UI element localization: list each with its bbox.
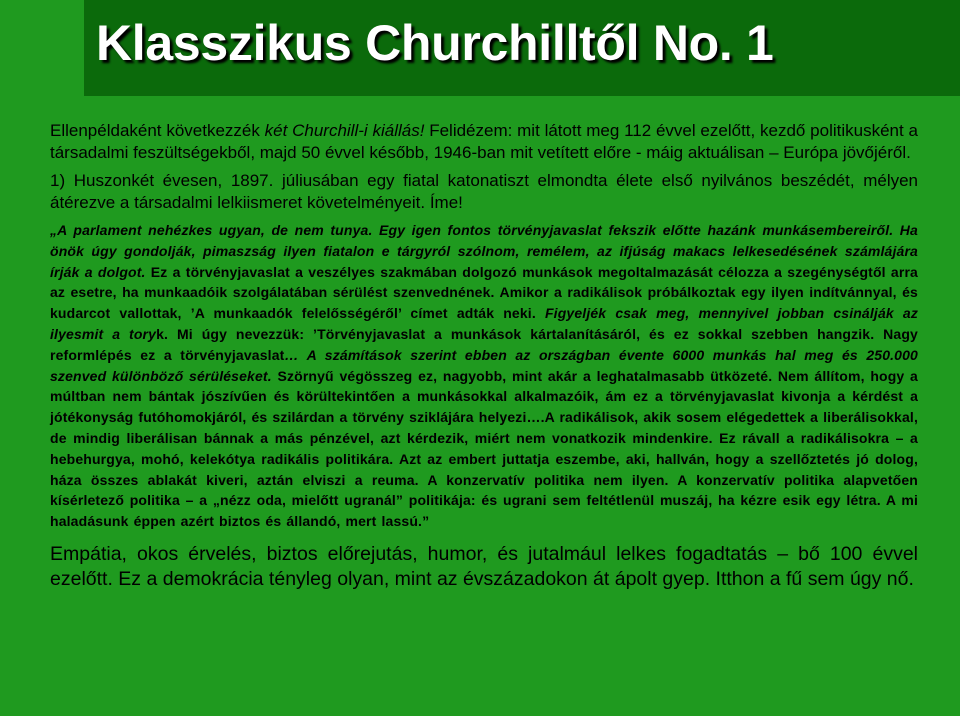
slide-body [50, 120, 918, 593]
intro-text-1: Ellenpéldaként következzék [50, 121, 265, 140]
speech-quote [50, 220, 918, 532]
quote-sentence-2: Ha önök úgy gondolják, pimaszság ilyen fiatalon e tárgyról szólnom, remélem, az ifjúság makacs lelkesedésének számlájára írják a dolgot. [50, 222, 918, 280]
closing-paragraph: Empátia, okos érvelés, biztos előrejutás, humor, és jutalmául lelkes fogadtatás – bő 100 évvel ezelőtt. Ez a demokrácia tényleg olyan, mint az évszázadokon át ápolt gyep. Itthon a fű sem úgy nő. [50, 542, 918, 591]
quote-sentence-7: Szörnyű végösszeg ez, nagyobb, mint akár a leghatalmasabb ütközeté. Nem állítom, hogy a múltban nem bántak jószívűen és körültekintően a munkásokkal alkalmazóik, ám ez a törvényjavaslat kivonja a kérdést a jótékonyság futóhomokjáról, és szilárdan a törvény sziklájára helyezi….A radikálisok, akik sosem elégedettek a liberálisokkal, de mindig liberálisan bánnak a más pénzével, azt kérdezik, miért nem vonatkozik mindenkire. Ez rávall a radikálisokra – a hebehurgya, mohó, kelekótya radikális politikára. Azt az embert juttatja eszembe, aki, hallván, hogy a szellőztetés jó dolog, háza összes ablakát kiveri, aztán elviszi a reuma. A konzervatív politika nem ilyen. A konzervatív politika alapvetően kísérletező politika – a „nézz oda, mielőtt ugranál” politikája: és ugrani sem feltétlenül muszáj, ha kézre esik egy létra. A mi haladásunk éppen azért biztos és állandó, mert lassú. [50, 367, 918, 530]
intro-text-italic: két Churchill-i kiállás! [264, 121, 425, 140]
intro-paragraph [50, 120, 918, 164]
slide-title: Klasszikus Churchilltől No. 1 [96, 15, 774, 71]
quote-sentence-1: „A parlament nehézkes ugyan, de nem tunya. Egy igen fontos törvényjavaslat fekszik előtte hazánk munkásembereiről. [50, 222, 894, 238]
quote-sentence-5: k. Mi úgy nevezzük: ’Törvényjavaslat a munkások kártalanításáról, és ez sokkal szebben hangzik. Nagy reformlépés ez a törvényjavaslat [50, 325, 918, 363]
quote-close-mark: ” [422, 513, 430, 530]
point-1-paragraph: 1) Huszonkét évesen, 1897. júliusában egy fiatal katonatiszt elmondta élete első nyilvános beszédét, mélyen átérezve a társadalmi lelkiismeret követelményeit. Íme! [50, 171, 918, 212]
quote-sentence-3: Ez a törvényjavaslat a veszélyes szakmában dolgozó munkások megoltalmazását célozza a szegénységtől arra az esetre, ha munkaadóik szolgálatában sérülést szenvednének. Amikor a radikálisok próbálkoztak egy ilyen indítvánnyal, és kudarcot vallottak, ’A munkaadók felelősségéről’ címet adták neki. [50, 263, 918, 322]
intro-text-2: Felidézem: mit látott meg 112 évvel ezelőtt, kezdő politikusként a társadalmi feszültségekből, majd 50 évvel később, 1946-ban mit vetített előre - máig aktuálisan – Európa jövőjéről. [50, 121, 918, 162]
quote-sentence-4: Figyeljék csak meg, mennyivel jobban csinálják az ilyesmit a tory [50, 305, 918, 342]
quote-sentence-6: … A számítások szerint ebben az országban évente 6000 munkás hal meg és 250.000 szenved különböző sérüléseket. [50, 346, 918, 384]
